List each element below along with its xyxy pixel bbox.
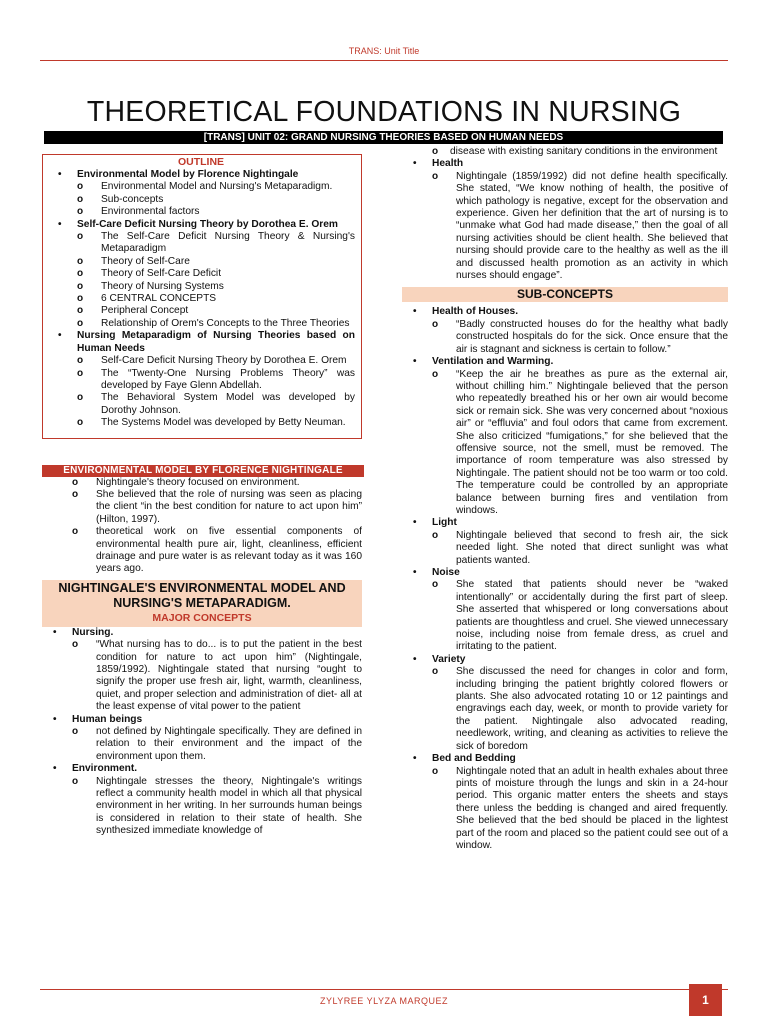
section-heading-environmental-model: ENVIRONMENTAL MODEL BY FLORENCE NIGHTINGALE	[42, 465, 364, 477]
footer-author: ZYLYREE YLYZA MARQUEZ	[319, 996, 449, 1006]
outline-subitem: o Theory of Self-Care Deficit	[47, 268, 355, 280]
subconcepts-heading: SUB-CONCEPTS	[402, 287, 728, 302]
subconcept-label: • Noise	[402, 567, 728, 579]
outline-item: • Environmental Model by Florence Nightingale	[47, 169, 355, 181]
health-block	[402, 158, 728, 282]
outline-subitem: o Peripheral Concept	[47, 305, 355, 317]
env-point: o She believed that the role of nursing was seen as placing the client “in the best condition for nature to act upon him” (Hilton, 1997).	[42, 489, 362, 526]
outline-subitem: o Theory of Nursing Systems	[47, 281, 355, 293]
subconcept-text: o “Badly constructed houses do for the healthy what badly constructed hospitals do for the sick. Once ensure that the air is stagnant and sickness is certain to follow.”	[402, 319, 728, 356]
outline-heading: OUTLINE	[177, 156, 225, 168]
subconcept-text: o Nightingale noted that an adult in health exhales about three pints of moisture through the lungs and skin in a 24-hour period. This organic matter enters the sheets and stays there unless the bedding is changed and aired frequently. She believed that the bed should be placed in the lightest part of the room and placed so the patient could see out of a window.	[402, 766, 728, 853]
subconcept-text: o “Keep the air he breathes as pure as the external air, without chilling him.” Nightingale believed that the person who repeatedly breathed his or her own air would become sick or remain sick. She was very concerned about “noxious air” or “effluvia” and foul odors that came from excrement. She also criticized “fumigations,” for she believed that the offensive source, not the smell, must be removed. The importance of room temperature was also stressed by Nightingale. The patient should not be too warm or too cold. The temperature could be controlled by an appropriate balance between burning fires and ventilation from windows.	[402, 369, 728, 518]
subconcept-label: • Bed and Bedding	[402, 753, 728, 765]
concept-label: • Health	[402, 158, 728, 170]
outline-subitem: o Theory of Self-Care	[47, 256, 355, 268]
outline-item: • Self-Care Deficit Nursing Theory by Dorothea E. Orem	[47, 219, 355, 231]
outline-subitem: o Self-Care Deficit Nursing Theory by Dorothea E. Orem	[47, 355, 355, 367]
outline-item: • Nursing Metaparadigm of Nursing Theories based on Human Needs	[47, 330, 355, 355]
outline-subitem: o Environmental factors	[47, 206, 355, 218]
major-concepts-list	[42, 627, 362, 838]
concept-label: • Human beings	[42, 714, 362, 726]
outline-subitem: o The Systems Model was developed by Betty Neuman.	[47, 417, 355, 429]
outline-subitem: o Relationship of Orem's Concepts to the Three Theories	[47, 318, 355, 330]
right-column	[402, 146, 728, 852]
unit-banner: [TRANS] UNIT 02: GRAND NURSING THEORIES BASED ON HUMAN NEEDS	[44, 131, 723, 144]
env-point: o theoretical work on five essential components of environmental health pure air, light, cleanliness, efficient drainage and pure water is as relevant today as it was 160 years ago.	[42, 526, 362, 576]
left-column	[42, 154, 362, 838]
major-concepts-heading: MAJOR CONCEPTS	[152, 611, 252, 624]
subconcept-text: o She stated that patients should never be “waked intentionally” or accidentally during the first part of sleep. She asserted that whispered or long conversations about patients are thoughtless and cruel. She viewed unnecessary noise, including noise from female dress, as cruel and irritating to the patient.	[402, 579, 728, 653]
header-divider	[40, 60, 728, 61]
footer-divider	[40, 989, 728, 990]
outline-subitem: o Environmental Model and Nursing's Metaparadigm.	[47, 181, 355, 193]
concept-label: • Environment.	[42, 763, 362, 775]
concept-text: o “What nursing has to do... is to put the patient in the best condition for nature to act upon him” (Nightingale, 1859/1992). Nightingale stated that nursing “ought to signify the proper use fresh air, light, warmth, cleanliness, quiet, and proper selection and administration of diet- all at the least expense of vital power to the patient	[42, 639, 362, 713]
subconcept-text: o She discussed the need for changes in color and form, including bringing the patient brightly colored flowers or plants. She also advocated rotating 10 or 12 paintings and engravings each day, week, or month to provide variety for the patient. Nightingale also advocated reading, needlework, writing, and cleaning as activities to relieve the sick of boredom	[402, 666, 728, 753]
page-number: 1	[689, 984, 722, 1016]
outline-subitem: o The Self-Care Deficit Nursing Theory & Nursing's Metaparadigm	[47, 231, 355, 256]
env-point: o Nightingale's theory focused on environment.	[42, 477, 362, 489]
subconcept-label: • Light	[402, 517, 728, 529]
outline-list	[47, 169, 355, 430]
env-points	[42, 477, 362, 576]
outline-box	[42, 154, 362, 439]
outline-subitem: o The Behavioral System Model was developed by Dorothy Johnson.	[47, 392, 355, 417]
metaparadigm-heading	[42, 580, 362, 627]
metaparadigm-title: NIGHTINGALE'S ENVIRONMENTAL MODEL AND NURSING'S METAPARADIGM.	[58, 580, 346, 610]
outline-subitem: o The “Twenty-One Nursing Problems Theory” was developed by Faye Glenn Abdellah.	[47, 368, 355, 393]
concept-text: o Nightingale (1859/1992) did not define health specifically. She stated, “We know nothing of health, the positive of which pathology is negative, except for the observation and experience. Given her definition that the art of nursing is to “unmake what God had made disease,” then the goal of all nursing activities should be client health. She believed that nursing should provide care to the healthy as well as the ill and discussed health promotion as an activity in which nurses should engage”.	[402, 171, 728, 283]
subconcept-label: • Variety	[402, 654, 728, 666]
subconcept-text: o Nightingale believed that second to fresh air, the sick needed light. She noted that direct sunlight was what patients wanted.	[402, 530, 728, 567]
concept-text: o Nightingale stresses the theory, Nightingale's writings reflect a community health model in which all that physical environment in her writing. In her surrounds human beings is considered in relation to their state of health. She synthesized immediate knowledge of	[42, 776, 362, 838]
outline-subitem: o 6 CENTRAL CONCEPTS	[47, 293, 355, 305]
subconcepts-list	[402, 306, 728, 852]
subconcept-label: • Ventilation and Warming.	[402, 356, 728, 368]
header-trans-title: TRANS: Unit Title	[348, 46, 420, 56]
concept-label: • Nursing.	[42, 627, 362, 639]
outline-subitem: o Sub-concepts	[47, 194, 355, 206]
subconcept-label: • Health of Houses.	[402, 306, 728, 318]
page-title: THEORETICAL FOUNDATIONS IN NURSING	[86, 96, 682, 128]
concept-text: o not defined by Nightingale specifically. They are defined in relation to their environment and the impact of the environment upon them.	[42, 726, 362, 763]
continuation-text: o disease with existing sanitary conditions in the environment	[402, 146, 728, 158]
